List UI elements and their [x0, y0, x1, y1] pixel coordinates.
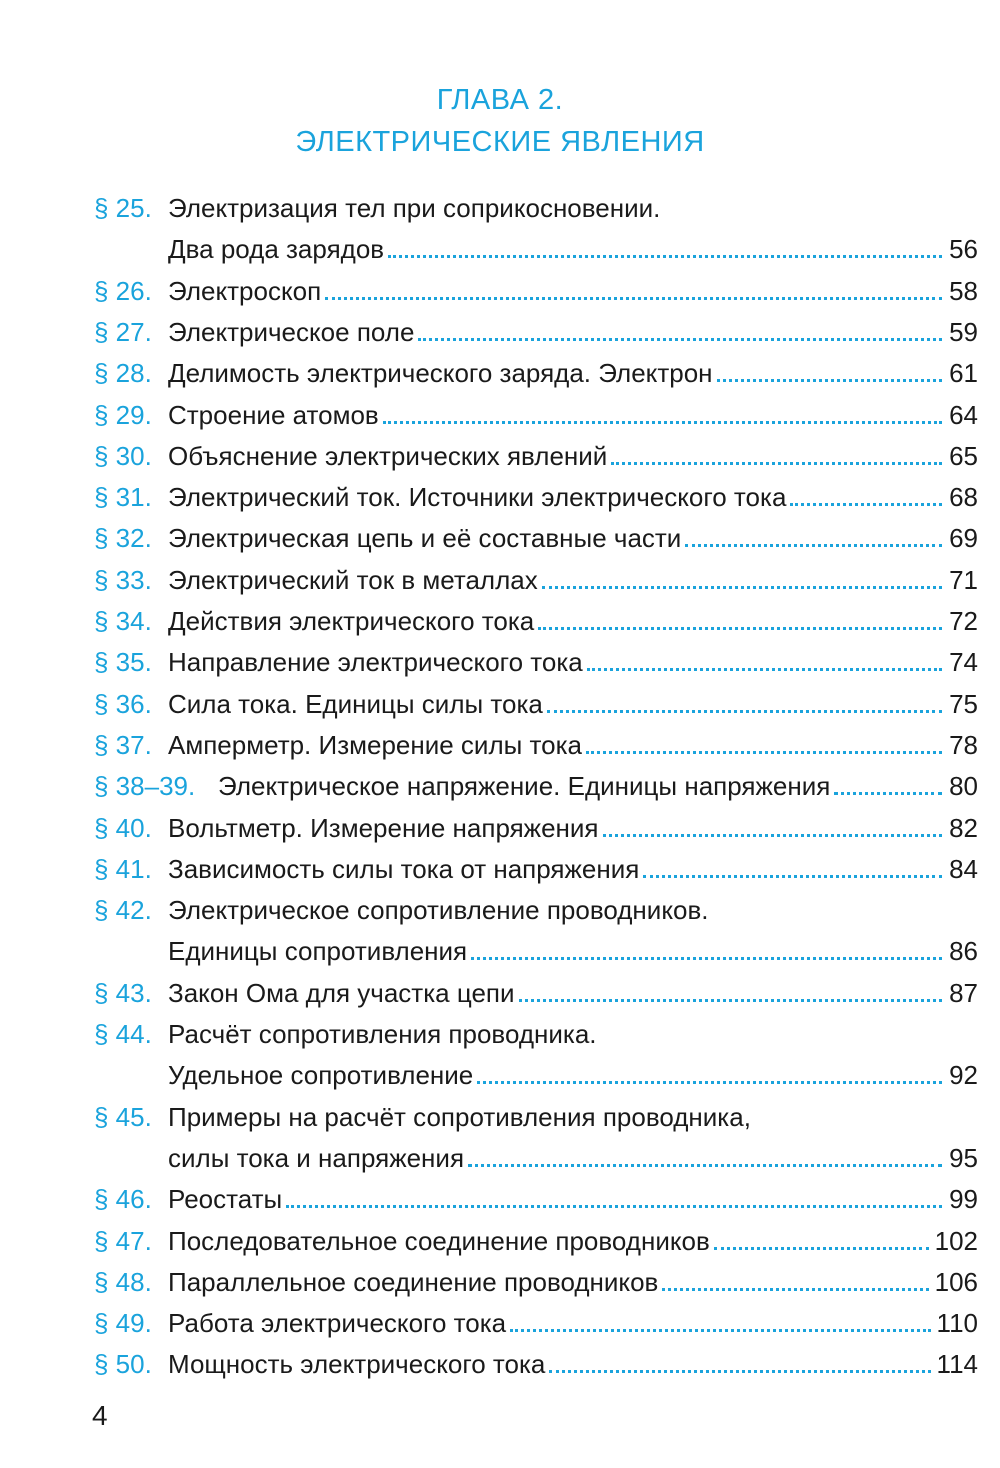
dot-leader — [587, 668, 942, 671]
entry-page-number: 68 — [949, 482, 978, 513]
section-number: § 25. — [94, 193, 152, 223]
section-number: § 43. — [94, 977, 152, 1008]
dot-leader — [383, 421, 942, 424]
section-number: § 38–39. — [94, 771, 196, 802]
dot-leader — [519, 999, 942, 1002]
dot-leader — [586, 751, 942, 754]
entry-title-line — [168, 605, 978, 637]
entry-title: Примеры на расчёт сопротивления проводника, — [168, 1101, 751, 1132]
section-number: § 33. — [94, 564, 152, 595]
section-number: § 50. — [94, 1349, 152, 1380]
entry-title: Закон Ома для участка цепи — [168, 977, 515, 1008]
dot-leader — [418, 338, 942, 341]
section-number: § 32. — [94, 523, 152, 554]
entry-title: Делимость электрического заряда. Электрон — [168, 358, 713, 389]
entry-title-line — [168, 399, 978, 431]
dot-leader — [685, 544, 942, 547]
entry-page-number: 110 — [936, 1308, 978, 1339]
entry-title-line — [168, 440, 978, 472]
section-number: § 29. — [94, 399, 152, 430]
entry-title-line — [168, 1348, 978, 1380]
entry-page-number: 102 — [934, 1225, 978, 1256]
dot-leader — [388, 255, 942, 258]
dot-leader — [286, 1205, 942, 1208]
section-number: § 27. — [94, 316, 152, 347]
dot-leader — [510, 1329, 930, 1332]
chapter-title: ЭЛЕКТРИЧЕСКИЕ ЯВЛЕНИЯ — [295, 126, 705, 158]
section-number: § 44. — [94, 1019, 152, 1049]
section-number: § 34. — [94, 606, 152, 636]
dot-leader — [834, 792, 942, 795]
entry-title: Электрическая цепь и её составные части — [168, 523, 682, 554]
entry-title: Удельное сопротивление — [168, 1060, 474, 1091]
section-number: § 28. — [94, 358, 152, 389]
dot-leader — [662, 1288, 928, 1291]
dot-leader — [547, 710, 942, 713]
entry-page-number: 106 — [934, 1266, 978, 1297]
entry-title: Объяснение электрических явлений — [168, 440, 608, 471]
entry-title: Электризация тел при соприкосновении. — [168, 193, 661, 223]
entry-title: Электрический ток в металлах — [168, 564, 538, 595]
entry-page-number: 71 — [949, 564, 978, 595]
entry-page-number: 64 — [949, 399, 978, 430]
entry-title: силы тока и напряжения — [168, 1142, 465, 1173]
page-number: 4 — [92, 1400, 108, 1431]
entry-title-line — [168, 1183, 978, 1215]
section-number: § 40. — [94, 812, 152, 843]
dot-leader — [717, 379, 942, 382]
dot-leader — [468, 1164, 942, 1167]
section-number: § 49. — [94, 1308, 152, 1339]
entry-title-line — [168, 357, 978, 389]
entry-page-number: 95 — [949, 1142, 978, 1173]
entry-title-line — [168, 935, 978, 967]
dot-leader — [790, 503, 942, 506]
entry-page-number: 58 — [949, 275, 978, 306]
entry-title-line — [168, 1225, 978, 1257]
dot-leader — [611, 462, 942, 465]
entry-title: Амперметр. Измерение силы тока — [168, 729, 583, 760]
entry-title-line — [168, 481, 978, 513]
entry-title: Параллельное соединение проводников — [168, 1266, 659, 1297]
entry-page-number: 69 — [949, 523, 978, 554]
entry-title-line — [168, 522, 978, 554]
entry-title: Работа электрического тока — [168, 1308, 507, 1339]
section-number: § 26. — [94, 275, 152, 306]
section-number: § 45. — [94, 1101, 152, 1132]
entry-page-number: 84 — [949, 853, 978, 884]
section-number: § 37. — [94, 729, 152, 760]
entry-title: Вольтметр. Измерение напряжения — [168, 812, 599, 843]
entry-title-line — [168, 688, 978, 720]
entry-title-line — [168, 1059, 978, 1091]
entry-title: Мощность электрического тока — [168, 1349, 546, 1380]
entry-title: Направление электрического тока — [168, 647, 583, 678]
entry-page-number: 80 — [949, 771, 978, 802]
section-number: § 35. — [94, 647, 152, 678]
entry-title: Реостаты — [168, 1184, 283, 1215]
entry-title: Два рода зарядов — [168, 234, 385, 265]
section-number: § 30. — [94, 440, 152, 471]
entry-title-line-continued — [168, 1101, 751, 1133]
entry-page-number: 99 — [949, 1184, 978, 1215]
entry-title-line — [168, 316, 978, 348]
dot-leader — [603, 834, 943, 837]
entry-title-line — [168, 1266, 978, 1298]
entry-page-number: 59 — [949, 316, 978, 347]
section-number: § 46. — [94, 1184, 152, 1215]
entry-page-number: 56 — [949, 234, 978, 265]
entry-title-line — [168, 646, 978, 678]
entry-title-line — [168, 1307, 978, 1339]
dot-leader — [538, 627, 942, 630]
section-number: § 31. — [94, 482, 152, 513]
entry-title: Электроскоп — [168, 275, 322, 306]
dot-leader — [714, 1247, 929, 1250]
entry-title-line — [218, 770, 978, 802]
entry-title: Расчёт сопротивления проводника. — [168, 1019, 597, 1049]
entry-title: Действия электрического тока — [168, 606, 535, 636]
dot-leader — [549, 1370, 930, 1373]
entry-title-line — [168, 729, 978, 761]
entry-title: Строение атомов — [168, 399, 379, 430]
dot-leader — [542, 586, 942, 589]
section-number: § 48. — [94, 1266, 152, 1297]
dot-leader — [471, 957, 942, 960]
entry-title: Последовательное соединение проводников — [168, 1225, 710, 1256]
entry-page-number: 86 — [949, 936, 978, 967]
section-number: § 36. — [94, 688, 152, 719]
entry-title-line-continued — [168, 192, 660, 224]
entry-page-number: 75 — [949, 688, 978, 719]
entry-title-line — [168, 564, 978, 596]
entry-title-line — [168, 812, 978, 844]
entry-page-number: 74 — [949, 647, 978, 678]
chapter-number: ГЛАВА 2. — [436, 84, 564, 116]
entry-title: Сила тока. Единицы силы тока — [168, 688, 543, 719]
entry-title: Электрическое поле — [168, 316, 415, 347]
entry-title-line-continued — [168, 1018, 597, 1050]
entry-page-number: 61 — [949, 358, 978, 389]
entry-page-number: 87 — [949, 977, 978, 1008]
entry-title: Электрический ток. Источники электрического тока — [168, 482, 787, 513]
section-number: § 42. — [94, 895, 152, 926]
entry-title: Электрическое сопротивление проводников. — [168, 895, 709, 926]
entry-title-line — [168, 1142, 978, 1174]
entry-page-number: 72 — [949, 606, 978, 636]
entry-title: Электрическое напряжение. Единицы напряжения — [218, 771, 831, 802]
entry-title: Единицы сопротивления — [168, 936, 468, 967]
entry-title-line — [168, 853, 978, 885]
entry-title-line — [168, 977, 978, 1009]
entry-page-number: 82 — [949, 812, 978, 843]
entry-title: Зависимость силы тока от напряжения — [168, 853, 640, 884]
dot-leader — [325, 297, 942, 300]
section-number: § 47. — [94, 1225, 152, 1256]
entry-title-line — [168, 275, 978, 307]
entry-title-line — [168, 233, 978, 265]
entry-page-number: 114 — [936, 1349, 978, 1380]
dot-leader — [477, 1081, 942, 1084]
entry-title-line-continued — [168, 894, 708, 926]
entry-page-number: 78 — [949, 729, 978, 760]
section-number: § 41. — [94, 853, 152, 884]
entry-page-number: 92 — [949, 1060, 978, 1091]
dot-leader — [643, 875, 942, 878]
entry-page-number: 65 — [949, 440, 978, 471]
